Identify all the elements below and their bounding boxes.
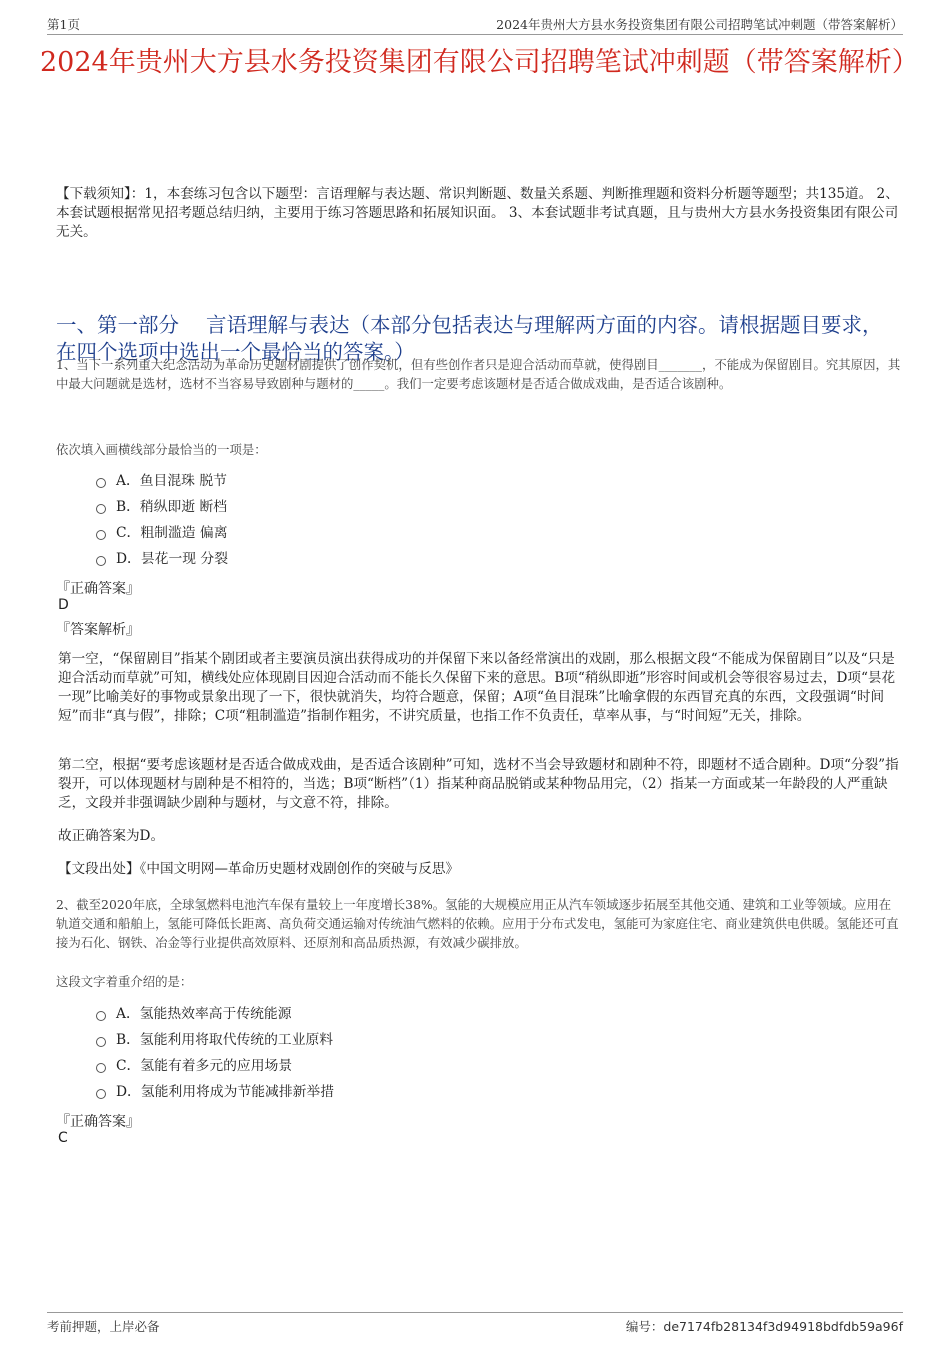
radio-icon[interactable] (96, 530, 106, 540)
page-number: 第1页 (47, 17, 80, 32)
analysis-paragraph-2: 第二空，根据“要考虑该题材是否适合做成戏曲，是否适合该剧种”可知，选材不当会导致题材和剧种不符，即题材不适合剧种。D项“分裂”指裂开，可以体现题材与剧种是不相符的，当选；B项“断档”（1）指某种商品脱销或某种物品用完，（2）指某一方面或某一年龄段的人严重缺乏，文段并非强调缺少剧种与题材，与文意不符，排除。 (58, 757, 899, 811)
download-notice: 【下载须知】：1，本套练习包含以下题型：言语理解与表达题、常识判断题、数量关系题、判断推理题和资料分析题等题型；共135道。 2、本套试题根据常见招考题总结归纳，主要用于练习答题思路和拓展知识面。 3、本套试题非考试真题，且与贵州大方县水务投资集团有限公司无关。 (56, 186, 899, 240)
answer-value: C (58, 1130, 68, 1146)
answer-value: D (58, 597, 69, 613)
header-doc-title: 2024年贵州大方县水务投资集团有限公司招聘笔试冲刺题（带答案解析） (496, 17, 903, 32)
option-a[interactable]: A．氢能热效率高于传统能源 (96, 1001, 334, 1027)
section-title: 一、第一部分 言语理解与表达（本部分包括表达与理解两方面的内容。请根据题目要求，在四个选项中选出一个最恰当的答案。） (56, 313, 883, 364)
radio-icon[interactable] (96, 1037, 106, 1047)
page-footer (47, 1312, 903, 1335)
option-a[interactable]: A．鱼目混珠 脱节 (96, 468, 228, 494)
analysis-conclusion: 故正确答案为D。 (58, 828, 165, 844)
radio-icon[interactable] (96, 1011, 106, 1021)
option-d[interactable]: D．氢能利用将成为节能减排新举措 (96, 1079, 334, 1105)
analysis-paragraph-1: 第一空，“保留剧目”指某个剧团或者主要演员演出获得成功的并保留下来以备经常演出的戏剧，那么根据文段“不能成为保留剧目”以及“只是迎合活动而草就”可知，横线处应体现剧目因迎合活动而不能长久保留下来的意思。B项“稍纵即逝”形容时间或机会等很容易过去，D项“昙花一现”比喻美好的事物或景象出现了一下，很快就消失，均符合题意，保留；A项“鱼目混珠”比喻拿假的东西冒充真的东西，文段强调“时间短”而非“真与假”，排除；C项“粗制滥造”指制作粗劣，不讲究质量，也指工作不负责任，草率从事，与“时间短”无关，排除。 (58, 651, 896, 724)
source-citation: 【文段出处】《中国文明网—革命历史题材戏剧创作的突破与反思》 (58, 861, 460, 877)
option-c[interactable]: C．氢能有着多元的应用场景 (96, 1053, 334, 1079)
page-header (47, 14, 903, 35)
question-2-options (96, 1001, 334, 1105)
question-2-prompt: 这段文字着重介绍的是： (56, 974, 193, 989)
question-1-prompt: 依次填入画横线部分最恰当的一项是： (56, 442, 267, 457)
radio-icon[interactable] (96, 504, 106, 514)
option-b[interactable]: B．稍纵即逝 断档 (96, 494, 228, 520)
option-d[interactable]: D．昙花一现 分裂 (96, 546, 228, 572)
document-id: 编号：de7174fb28134f3d94918bdfdb59a96f (625, 1319, 903, 1334)
answer-label: 『正确答案』 (56, 1114, 140, 1130)
question-1-options (96, 468, 228, 572)
option-b[interactable]: B．氢能利用将取代传统的工业原料 (96, 1027, 334, 1053)
option-c[interactable]: C．粗制滥造 偏离 (96, 520, 228, 546)
radio-icon[interactable] (96, 1063, 106, 1073)
radio-icon[interactable] (96, 478, 106, 488)
radio-icon[interactable] (96, 1089, 106, 1099)
answer-label: 『正确答案』 (56, 581, 140, 597)
footer-slogan: 考前押题，上岸必备 (47, 1319, 160, 1334)
analysis-label: 『答案解析』 (56, 622, 140, 638)
question-1-stem: 1、当下一系列重大纪念活动为革命历史题材剧提供了创作契机，但有些创作者只是迎合活动而草就，使得剧目_______，不能成为保留剧目。究其原因，其中最大问题就是选材，选材不当容易导致剧种与题材的_____。我们一定要考虑该题材是否适合做成戏曲，是否适合该剧种。 (56, 357, 901, 391)
question-2-stem: 2、截至2020年底，全球氢燃料电池汽车保有量较上一年度增长38%。氢能的大规模应用正从汽车领域逐步拓展至其他交通、建筑和工业等领域。应用在轨道交通和船舶上，氢能可降低长距离、高负荷交通运输对传统油气燃料的依赖。应用于分布式发电，氢能可为家庭住宅、商业建筑供电供暖。氢能还可直接为石化、钢铁、冶金等行业提供高效原料、还原剂和高品质热源，有效减少碳排放。 (56, 897, 899, 950)
radio-icon[interactable] (96, 556, 106, 566)
document-title: 2024年贵州大方县水务投资集团有限公司招聘笔试冲刺题（带答案解析） (40, 47, 919, 78)
